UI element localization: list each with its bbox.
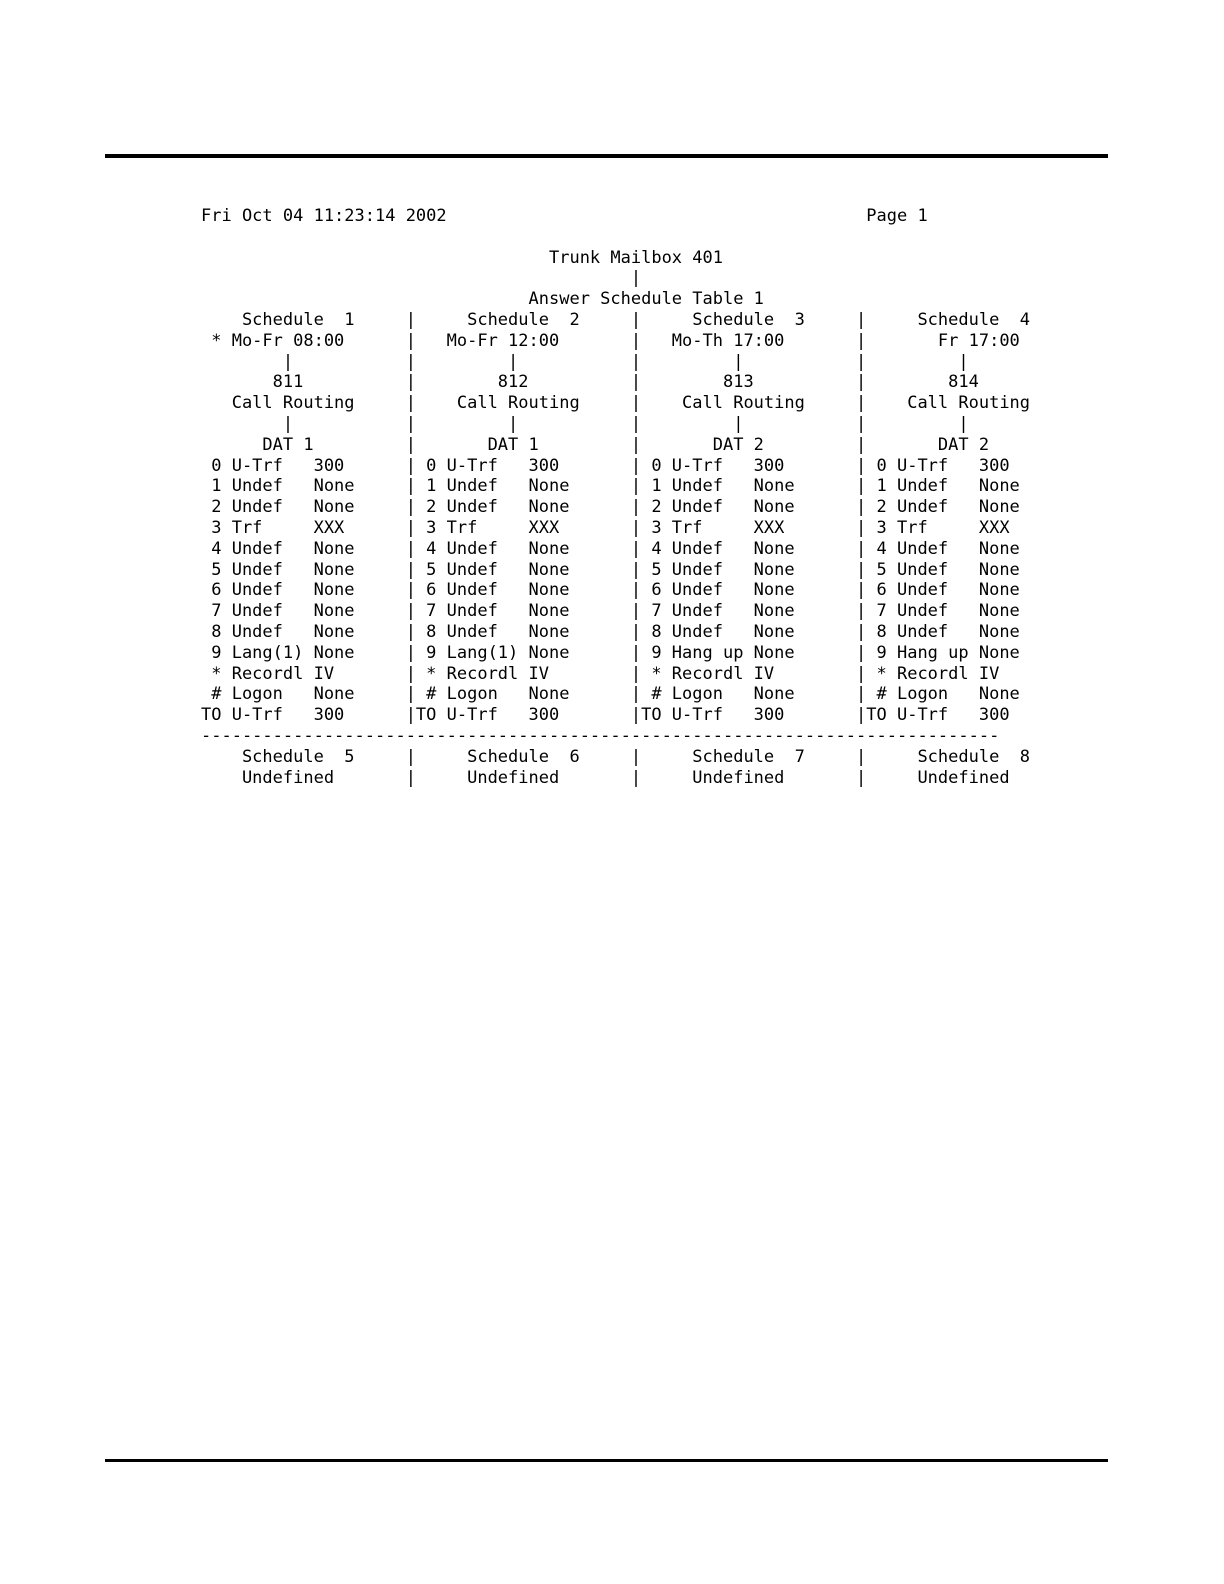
key-line: 4 Undef None | 4 Undef None | 4 Undef None | 4 Undef None [201,538,1020,559]
call-routing-line: Call Routing | Call Routing | Call Routing | Call Routing [201,393,1031,414]
schedule-names-line: Schedule 1 | Schedule 2 | Schedule 3 | Schedule 4 [201,309,1031,330]
report-header-line: Fri Oct 04 11:23:14 2002 Page 1 [201,206,928,226]
schedule-times-line: * Mo-Fr 08:00 | Mo-Fr 12:00 | Mo-Th 17:00 | Fr 17:00 [201,330,1020,351]
key-line: 9 Lang(1) None | 9 Lang(1) None | 9 Hang up None | 9 Hang up None [201,642,1020,663]
key-line: 0 U-Trf 300 | 0 U-Trf 300 | 0 U-Trf 300 | 0 U-Trf 300 [201,455,1010,476]
report-line [201,227,1030,248]
mailbox-title-line: Trunk Mailbox 401 [201,247,723,268]
key-line: * Recordl IV | * Recordl IV | * Recordl IV | * Recordl IV [201,663,1000,684]
report-line: | | | | | | | [201,413,969,434]
key-line: 6 Undef None | 6 Undef None | 6 Undef None | 6 Undef None [201,580,1020,601]
key-line: 7 Undef None | 7 Undef None | 7 Undef None | 7 Undef None [201,601,1020,622]
separator-line: ------------------------------------------------------------------------------ [201,725,1000,746]
bottom-rule [105,1459,1108,1462]
key-line: # Logon None | # Logon None | # Logon None | # Logon None [201,684,1020,705]
mailbox-numbers-line: 811 | 812 | 813 | 814 [201,372,979,393]
schedule-names-line-2: Schedule 5 | Schedule 6 | Schedule 7 | Schedule 8 [201,746,1031,767]
dat-line: DAT 1 | DAT 1 | DAT 2 | DAT 2 [201,434,990,455]
key-line: 3 Trf XXX | 3 Trf XXX | 3 Trf XXX | 3 Trf XXX [201,517,1010,538]
report-line: | [201,268,642,289]
key-line: 1 Undef None | 1 Undef None | 1 Undef None | 1 Undef None [201,476,1020,497]
key-line: 2 Undef None | 2 Undef None | 2 Undef None | 2 Undef None [201,497,1020,518]
table-title-line: Answer Schedule Table 1 [201,289,764,310]
schedule-report [201,206,1030,788]
report-line: | | | | | | | [201,351,969,372]
timeout-line: TO U-Trf 300 |TO U-Trf 300 |TO U-Trf 300 |TO U-Trf 300 [201,705,1010,726]
key-line: 5 Undef None | 5 Undef None | 5 Undef None | 5 Undef None [201,559,1020,580]
top-rule [105,154,1108,158]
key-line: 8 Undef None | 8 Undef None | 8 Undef None | 8 Undef None [201,621,1020,642]
undefined-line: Undefined | Undefined | Undefined | Undefined [201,767,1010,788]
